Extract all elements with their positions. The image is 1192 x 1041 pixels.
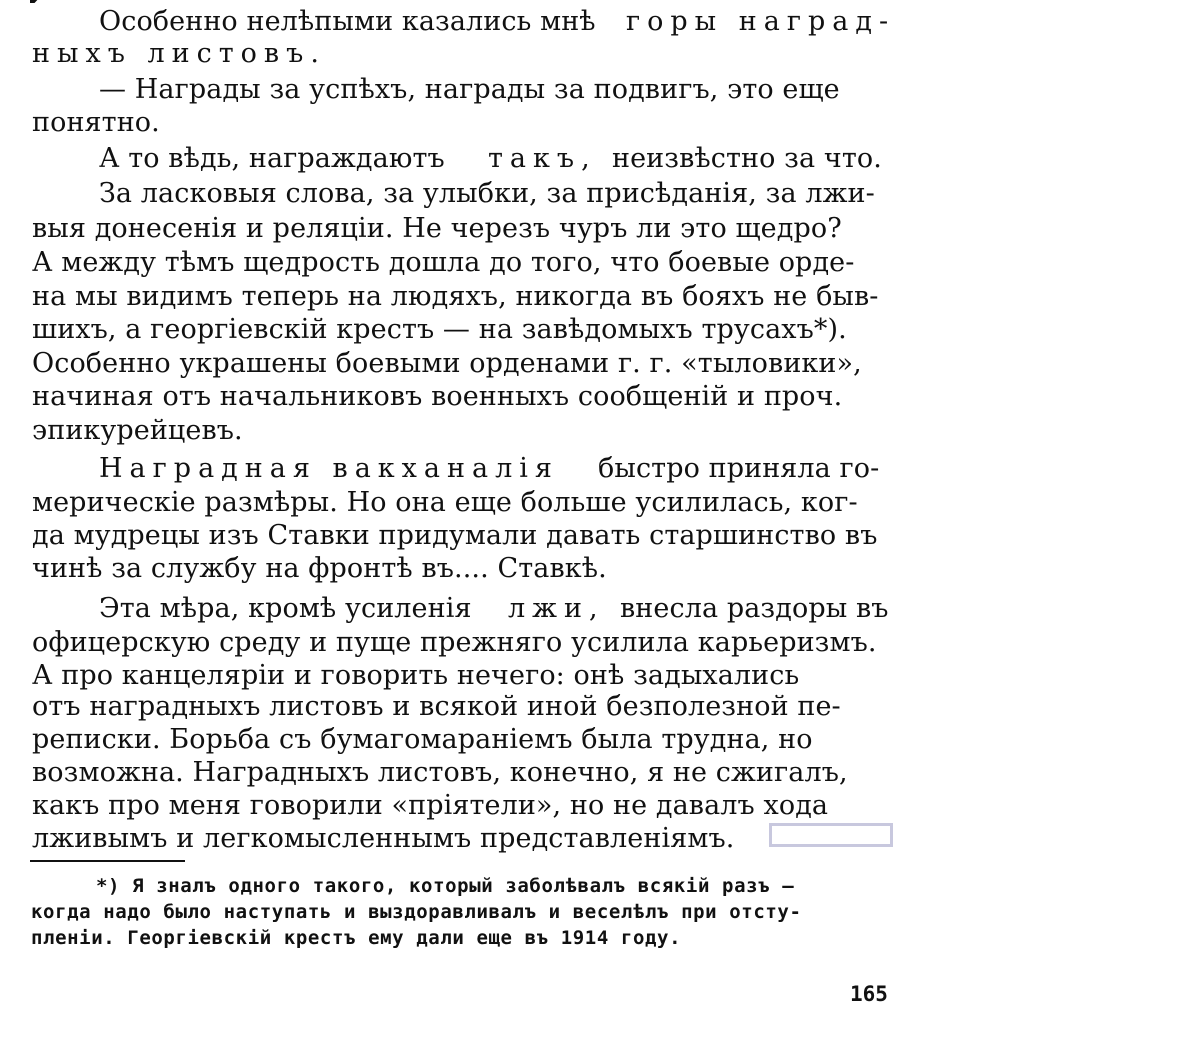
line-14-a: Наградная вакханалія bbox=[99, 453, 559, 484]
line-16: да мудрецы изъ Ставки придумали давать старшинство въ bbox=[32, 520, 878, 551]
line-22: реписки. Борьба съ бумагомараніемъ была трудна, но bbox=[32, 724, 813, 755]
line-07: выя донесенія и реляціи. Не черезъ чуръ ли это щедро? bbox=[32, 213, 842, 244]
line-05-b: такъ, bbox=[488, 143, 597, 174]
line-06: За ласковыя слова, за улыбки, за присѣданія, за лжи- bbox=[99, 178, 875, 209]
line-14-b: быстро приняла го- bbox=[598, 453, 880, 484]
line-10: шихъ, а георгіевскій крестъ — на завѣдомыхъ трусахъ*). bbox=[32, 314, 847, 345]
line-04: понятно. bbox=[32, 107, 160, 138]
line-24: какъ про меня говорили «пріятели», но не давалъ хода bbox=[32, 790, 829, 821]
line-15: мерическіе размѣры. Но она еще больше усилилась, ког- bbox=[32, 487, 858, 518]
line-21: отъ наградныхъ листовъ и всякой иной безполезной пе- bbox=[32, 691, 841, 722]
footnote-line-3: пленіи. Георгіевскій крестъ ему дали еще въ 1914 году. bbox=[31, 927, 682, 949]
line-23: возможна. Наградныхъ листовъ, конечно, я не сжигалъ, bbox=[32, 757, 848, 788]
line-01-b: горы наград- bbox=[626, 6, 896, 37]
line-11: Особенно украшены боевыми орденами г. г. «тыловики», bbox=[32, 348, 862, 379]
line-03: — Награды за успѣхъ, награды за подвигъ, это еще bbox=[99, 74, 840, 105]
page-number: 165 bbox=[850, 982, 888, 1006]
line-13: эпикурейцевъ. bbox=[32, 415, 243, 446]
line-08: А между тѣмъ щедрость дошла до того, что боевые орде- bbox=[32, 247, 855, 278]
line-25: лживымъ и легкомысленнымъ представленіямъ. bbox=[32, 823, 735, 854]
footnote-divider bbox=[30, 860, 185, 862]
line-01-a: Особенно нелѣпыми казались мнѣ bbox=[99, 6, 596, 37]
line-19: офицерскую среду и пуще прежняго усилила карьеризмъ. bbox=[32, 627, 877, 658]
line-05-a: А то вѣдь, награждаютъ bbox=[99, 143, 445, 174]
line-18-c: внесла раздоры въ bbox=[620, 593, 889, 624]
line-18-a: Эта мѣра, кромѣ усиленія bbox=[99, 593, 472, 624]
footnote-line-1: *) Я зналъ одного такого, который заболѣвалъ всякій разъ — bbox=[96, 875, 795, 897]
line-17: чинѣ за службу на фронтѣ въ.... Ставкѣ. bbox=[32, 553, 607, 584]
line-12: начиная отъ начальниковъ военныхъ сообщеній и проч. bbox=[32, 381, 843, 412]
line-09: на мы видимъ теперь на людяхъ, никогда въ бояхъ не быв- bbox=[32, 281, 879, 312]
footnote-line-2: когда надо было наступать и выздоравливалъ и веселѣлъ при отсту- bbox=[31, 901, 802, 923]
line-20: А про канцеляріи и говорить нечего: онѣ задыхались bbox=[32, 660, 800, 691]
line-02: ныхъ листовъ. bbox=[32, 38, 326, 69]
selection-rectangle bbox=[769, 823, 893, 847]
line-05-c: неизвѣстно за что. bbox=[612, 143, 882, 174]
cropped-previous-line bbox=[30, 0, 40, 3]
line-18-b: лжи, bbox=[508, 593, 605, 624]
